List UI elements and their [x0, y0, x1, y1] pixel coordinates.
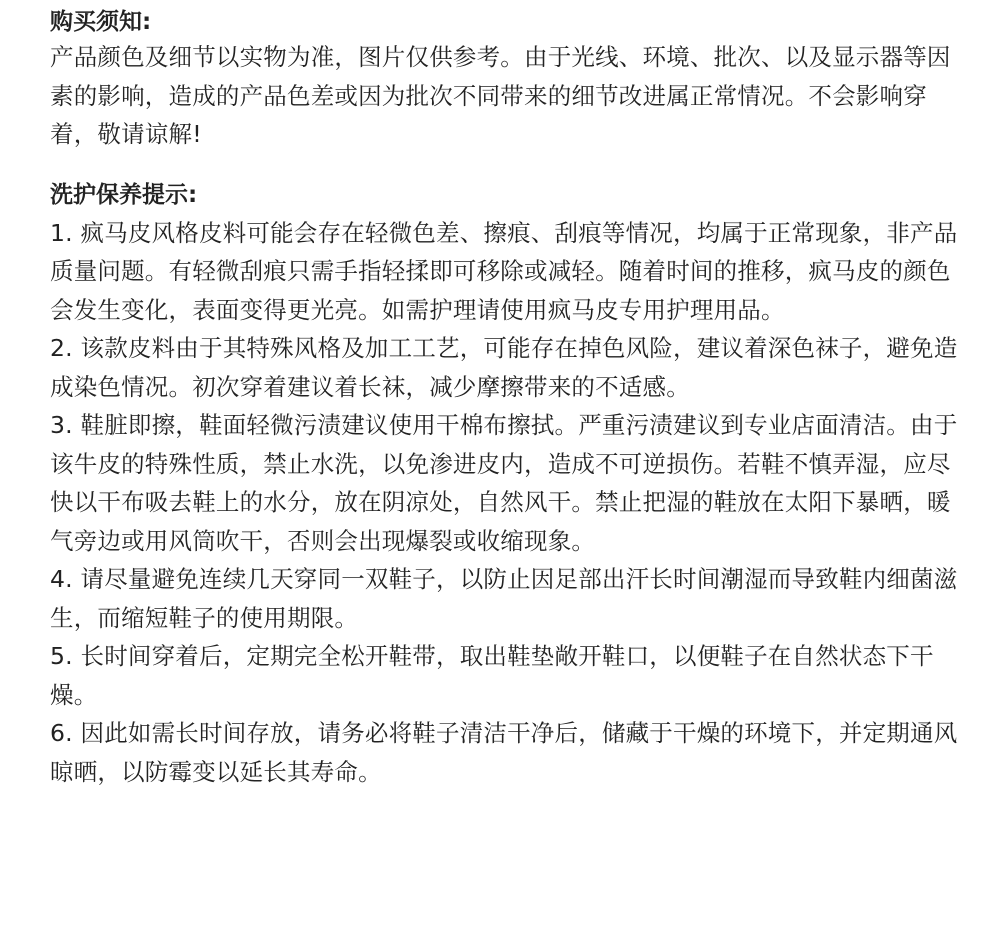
- notice-document: [50, 6, 970, 791]
- care-tip-item-4: 4. 请尽量避免连续几天穿同一双鞋子，以防止因足部出汗长时间潮湿而导致鞋内细菌滋生，而缩短鞋子的使用期限。: [50, 565, 958, 632]
- purchase-notice-text: 产品颜色及细节以实物为准，图片仅供参考。由于光线、环境、批次、以及显示器等因素的影响，造成的产品色差或因为批次不同带来的细节改进属正常情况。不会影响穿着，敬请谅解!: [50, 43, 951, 148]
- purchase-notice-heading: 购买须知:: [50, 9, 152, 35]
- care-tip-item-1: 1. 疯马皮风格皮料可能会存在轻微色差、擦痕、刮痕等情况，均属于正常现象，非产品质量问题。有轻微刮痕只需手指轻揉即可移除或减轻。随着时间的推移，疯马皮的颜色会发生变化，表面变得更光亮。如需护理请使用疯马皮专用护理用品。: [50, 218, 958, 324]
- care-tip-item-2: 2. 该款皮料由于其特殊风格及加工工艺，可能存在掉色风险，建议着深色袜子，避免造成染色情况。初次穿着建议着长袜，减少摩擦带来的不适感。: [50, 334, 958, 401]
- care-tip-item-5: 5. 长时间穿着后，定期完全松开鞋带，取出鞋垫敞开鞋口，以便鞋子在自然状态下干燥。: [50, 642, 934, 709]
- care-tips-heading: 洗护保养提示:: [50, 181, 198, 208]
- care-tip-item-6: 6. 因此如需长时间存放，请务必将鞋子清洁干净后，储藏于干燥的环境下，并定期通风晾晒，以防霉变以延长其寿命。: [50, 719, 958, 786]
- section-spacer: [50, 154, 970, 179]
- care-tip-item-3: 3. 鞋脏即擦，鞋面轻微污渍建议使用干棉布擦拭。严重污渍建议到专业店面清洁。由于该牛皮的特殊性质，禁止水洗，以免渗进皮内，造成不可逆损伤。若鞋不慎弄湿，应尽快以干布吸去鞋上的水分，放在阴凉处，自然风干。禁止把湿的鞋放在太阳下暴晒，暖气旁边或用风筒吹干，否则会出现爆裂或收缩现象。: [50, 411, 958, 555]
